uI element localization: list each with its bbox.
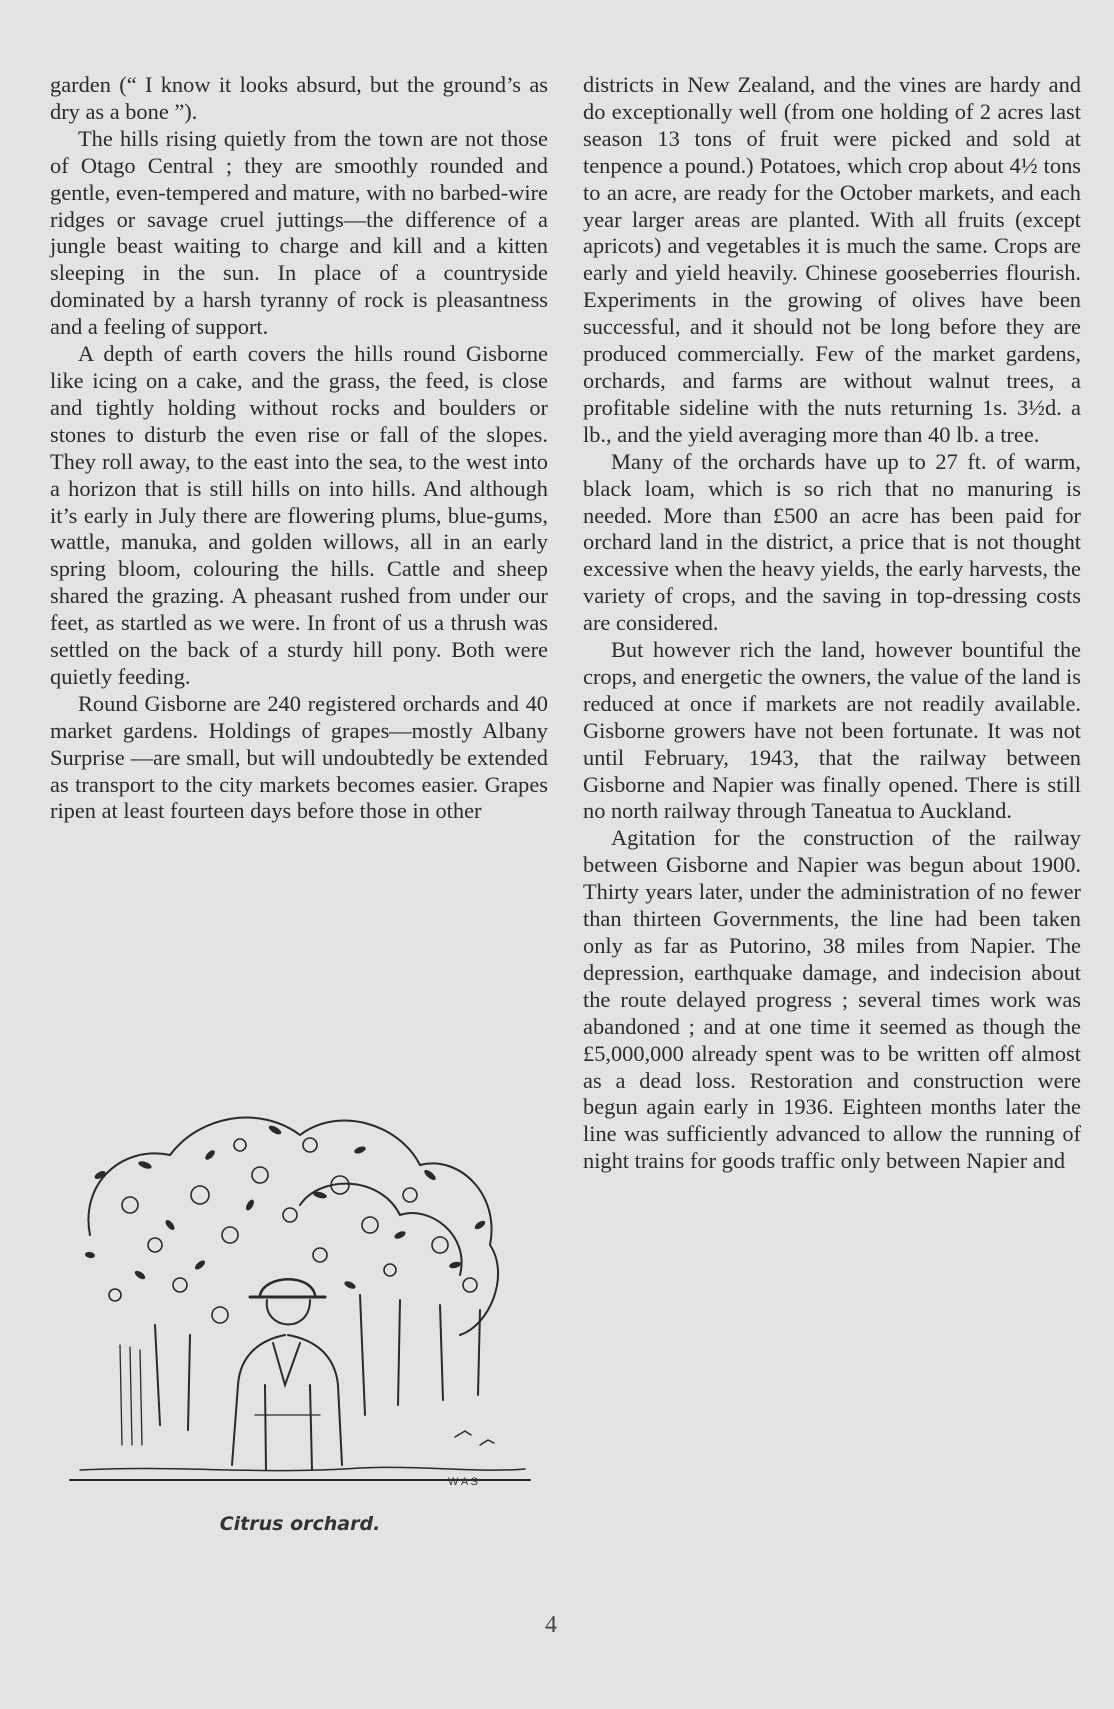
paragraph: districts in New Zealand, and the vines are hardy and do exceptionally well (from one holding of 2 acres last season 13 tons of fruit were picked and sold at tenpence a pound.) Potatoes, which crop about 4½ tons to an acre, are ready for the October markets, and each year larger areas are planted. With all fruits (except apricots) and vegetables it is much the same. Crops are early and yield heavily. Chinese gooseberries flourish. Experiments in the growing of olives have been successful, and it should not be long before they are produced commercially. Few of the market gardens, orchards, and farms are without walnut trees, a profitable sideline with the nuts returning 1s. 3½d. a lb., and the yield averaging more than 40 lb. a tree. [583,72,1081,447]
figure-caption: Citrus orchard. [219,1513,381,1535]
paragraph: A depth of earth covers the hills round Gisborne like icing on a cake, and the grass, the feed, is close and tightly holding without rocks and boulders or stones to disturb the even rise or fall of the slopes. They roll away, to the east into the sea, to the west into a horizon that is still hills on into hills. And although it’s early in July there are flowering plums, blue-gums, wattle, manuka, and golden willows, all in an early spring bloom, colouring the hills. Cattle and sheep shared the grazing. A pheasant rushed from under our feet, as startled as we were. In front of us a thrush was settled on the back of a sturdy hill pony. Both were quietly feeding. [50,341,548,689]
orchard-sketch [60,1085,540,1505]
right-column [583,72,1081,1175]
artist-initials: W A S [448,1476,478,1488]
paragraph: The hills rising quietly from the town are not those of Otago Central ; they are smoothly rounded and gentle, even-tempered and mature, with no barbed-wire ridges or savage cruel juttings—the difference of a jungle beast waiting to charge and kill and a kitten sleeping in the sun. In place of a countryside dominated by a harsh tyranny of rock is pleasantness and a feeling of support. [50,125,548,340]
paragraph: garden (“ I know it looks absurd, but the ground’s as dry as a bone ”). [50,72,548,124]
paragraph: But however rich the land, however bountiful the crops, and energetic the owners, the value of the land is reduced at once if markets are not readily available. Gisborne growers have not been fortunate. It was not until February, 1943, that the railway between Gisborne and Napier was finally opened. There is still no north railway through Taneatua to Auckland. [583,637,1081,824]
left-column [50,72,548,825]
page-number: 4 [545,1612,557,1638]
paragraph: Many of the orchards have up to 27 ft. of warm, black loam, which is so rich that no manuring is needed. More than £500 an acre has been paid for orchard land in the district, a price that is not thought excessive when the heavy yields, the early harvests, the variety of crops, and the saving in top-dressing costs are considered. [583,448,1081,636]
paragraph: Agitation for the construction of the railway between Gisborne and Napier was begun about 1900. Thirty years later, under the administration of no fewer than thirteen Governments, the line had been taken only as far as Putorino, 38 miles from Napier. The depression, earthquake damage, and indecision about the route delayed progress ; several times work was abandoned ; and at one time it seemed as though the £5,000,000 already spent was to be written off almost as a dead loss. Restoration and construction were begun again early in 1936. Eighteen months later the line was sufficiently advanced to allow the running of night trains for goods traffic only between Napier and [583,825,1081,1174]
paragraph: Round Gisborne are 240 registered orchards and 40 market gardens. Holdings of grapes—mostly Albany Surprise —are small, but will undoubtedly be extended as transport to the city markets becomes easier. Grapes ripen at least fourteen days before those in other [50,690,548,824]
citrus-orchard-illustration [60,1085,540,1545]
